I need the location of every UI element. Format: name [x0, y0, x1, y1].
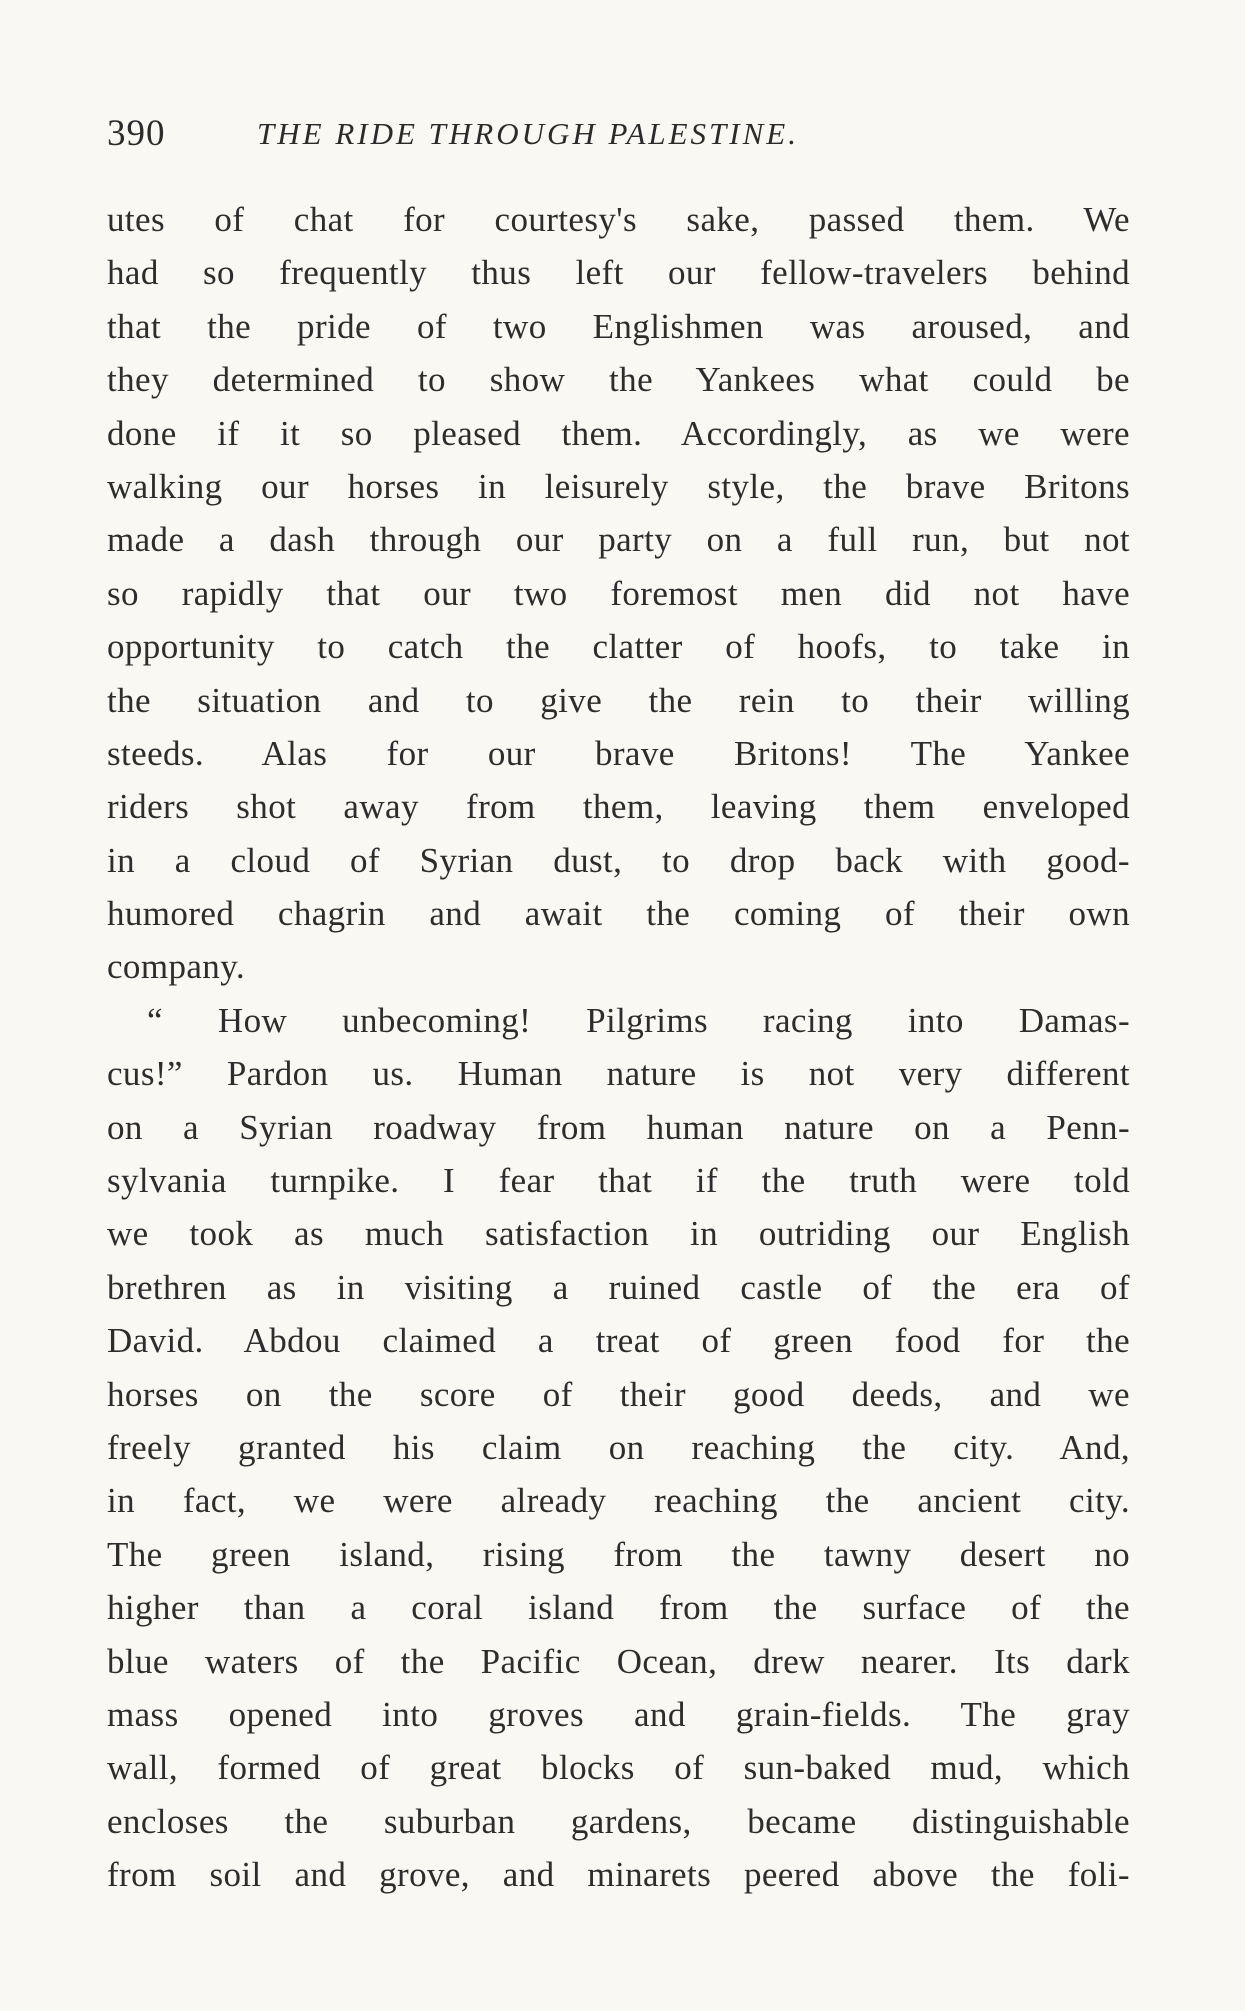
text-line: mass opened into groves and grain-fields. The gray [107, 1694, 1130, 1734]
page-number: 390 [107, 113, 166, 154]
text-line: humored chagrin and await the coming of their own [107, 894, 1130, 934]
running-head: THE RIDE THROUGH PALESTINE. [257, 116, 799, 151]
text-line: so rapidly that our two foremost men did not have [107, 573, 1130, 613]
text-line: steeds. Alas for our brave Britons! The Yankee [107, 733, 1130, 773]
text-line: sylvania turnpike. I fear that if the truth were told [107, 1161, 1130, 1201]
page-header [107, 112, 1137, 160]
text-line: higher than a coral island from the surface of the [107, 1588, 1130, 1628]
text-line: from soil and grove, and minarets peered above the foli- [107, 1855, 1130, 1895]
text-line: brethren as in visiting a ruined castle of the era of [107, 1267, 1130, 1307]
text-line: riders shot away from them, leaving them enveloped [107, 787, 1130, 827]
text-line: opportunity to catch the clatter of hoofs, to take in [107, 627, 1130, 667]
text-line: encloses the suburban gardens, became distinguishable [107, 1801, 1130, 1841]
text-line: blue waters of the Pacific Ocean, drew nearer. Its dark [107, 1641, 1130, 1681]
text-line: they determined to show the Yankees what could be [107, 360, 1130, 400]
paragraph-start-line: “ How unbecoming! Pilgrims racing into Damas- [147, 1000, 1130, 1040]
text-line: in a cloud of Syrian dust, to drop back with good- [107, 840, 1130, 880]
text-line: walking our horses in leisurely style, the brave Britons [107, 466, 1130, 506]
text-line: that the pride of two Englishmen was aroused, and [107, 306, 1130, 346]
body-text [107, 193, 1130, 1902]
text-line: made a dash through our party on a full run, but not [107, 520, 1130, 560]
paragraph-end-line: company. [107, 947, 245, 987]
text-line: the situation and to give the rein to their willing [107, 680, 1130, 720]
text-line: wall, formed of great blocks of sun-baked mud, which [107, 1748, 1130, 1788]
text-line: David. Abdou claimed a treat of green food for the [107, 1321, 1130, 1361]
text-line: we took as much satisfaction in outriding our English [107, 1214, 1130, 1254]
text-line: The green island, rising from the tawny desert no [107, 1534, 1130, 1574]
text-line: utes of chat for courtesy's sake, passed them. We [107, 200, 1130, 239]
text-line: had so frequently thus left our fellow-travelers behind [107, 253, 1130, 293]
text-line: done if it so pleased them. Accordingly, as we were [107, 413, 1130, 453]
text-line: freely granted his claim on reaching the city. And, [107, 1427, 1130, 1467]
text-line: horses on the score of their good deeds, and we [107, 1374, 1130, 1414]
text-line: on a Syrian roadway from human nature on a Penn- [107, 1107, 1130, 1147]
text-line: cus!” Pardon us. Human nature is not very different [107, 1054, 1130, 1094]
text-line: in fact, we were already reaching the ancient city. [107, 1481, 1130, 1521]
